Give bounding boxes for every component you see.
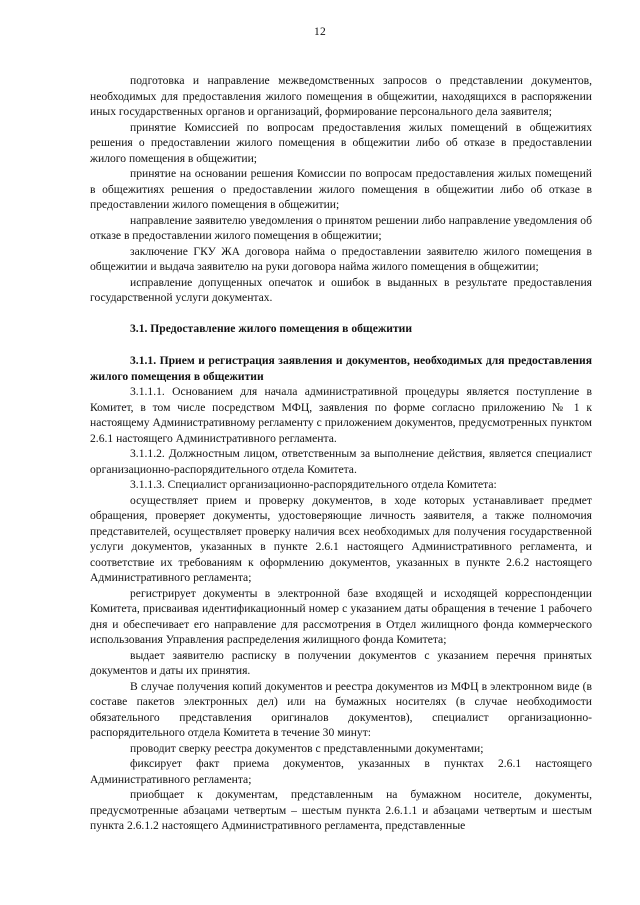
- paragraph: принятие на основании решения Комиссии по вопросам предоставления жилых помещений в общежитиях решения о предоставлении жилого помещения в общежитии либо об отказе в предоставлении жилого помещения в общежитии;: [90, 167, 592, 211]
- paragraph: 3.1.1.2. Должностным лицом, ответственным за выполнение действия, является специалист организационно-распорядительного отдела Комитета.: [90, 447, 592, 476]
- paragraph: заключение ГКУ ЖА договора найма о предоставлении заявителю жилого помещения в общежитии и выдача заявителю на руки договора найма жилого помещения в общежитии;: [90, 244, 592, 273]
- section-heading: 3.1. Предоставление жилого помещения в общежитии: [130, 321, 413, 335]
- paragraph: приобщает к документам, представленным на бумажном носителе, документы, предусмотренные абзацами четвертым – шестым пункта 2.6.1.1 и абзацами четвертым и шестым пункта 2.6.1.2 настоящего Административного регламента, представленные: [90, 788, 592, 832]
- paragraph: В случае получения копий документов и реестра документов из МФЦ в электронном виде (в составе пакетов электронных дел) или на бумажных носителях (в случае необходимости обязательного представления оригиналов документов), специалист организационно-распорядительного отдела Комитета в течение 30 минут:: [90, 679, 592, 739]
- paragraph: подготовка и направление межведомственных запросов о представлении документов, необходимых для предоставления жилого помещения в общежитии, находящихся в распоряжении иных государственных органов и организаций, формирование персонального дела заявителя;: [90, 74, 592, 118]
- subsection-heading: 3.1.1. Прием и регистрация заявления и документов, необходимых для предоставления жилого помещения в общежитии: [90, 354, 592, 383]
- document-body: [90, 73, 592, 834]
- paragraph: осуществляет прием и проверку документов, в ходе которых устанавливает предмет обращения, проверяет документы, удостоверяющие личность заявителя, а также полномочия представителей, осуществляет проверку наличия всех необходимых для получения государственной услуги документов, указанных в пункте 2.6.1 настоящего Административного регламента, и соответствие их требованиям к оформлению документов, указанных в пункте 2.6.2 настоящего Административного регламента;: [90, 493, 592, 584]
- paragraph: проводит сверку реестра документов с представленными документами;: [130, 741, 484, 755]
- paragraph: фиксирует факт приема документов, указанных в пунктах 2.6.1 настоящего Административного регламента;: [90, 757, 592, 786]
- paragraph: исправление допущенных опечаток и ошибок в выданных в результате предоставления государственной услуги документах.: [90, 275, 592, 304]
- paragraph: регистрирует документы в электронной базе входящей и исходящей корреспонденции Комитета, присваивая идентификационный номер с указанием даты обращения в течение 1 рабочего дня и обеспечивает его направление для рассмотрения в Отдел жилищного фонда коммерческого использования Управления распределения жилищного фонда Комитета;: [90, 586, 592, 646]
- paragraph: направление заявителю уведомления о принятом решении либо направление уведомления об отказе в предоставлении жилого помещения в общежитии;: [90, 213, 592, 242]
- paragraph: принятие Комиссией по вопросам предоставления жилых помещений в общежитиях решения о предоставлении жилого помещения в общежитии либо об отказе в предоставлении жилого помещения в общежитии;: [90, 120, 592, 165]
- page-number: 12: [314, 26, 326, 38]
- paragraph: выдает заявителю расписку в получении документов с указанием перечня принятых документов и даты их принятия.: [90, 648, 592, 677]
- paragraph: 3.1.1.3. Специалист организационно-распорядительного отдела Комитета:: [130, 478, 497, 491]
- paragraph: 3.1.1.1. Основанием для начала административной процедуры является поступление в Комитет, в том числе посредством МФЦ, заявления по форме согласно приложению № 1 к настоящему Административному регламенту с приложением документов, предусмотренных пунктом 2.6.1 настоящего Административного регламента.: [90, 385, 592, 445]
